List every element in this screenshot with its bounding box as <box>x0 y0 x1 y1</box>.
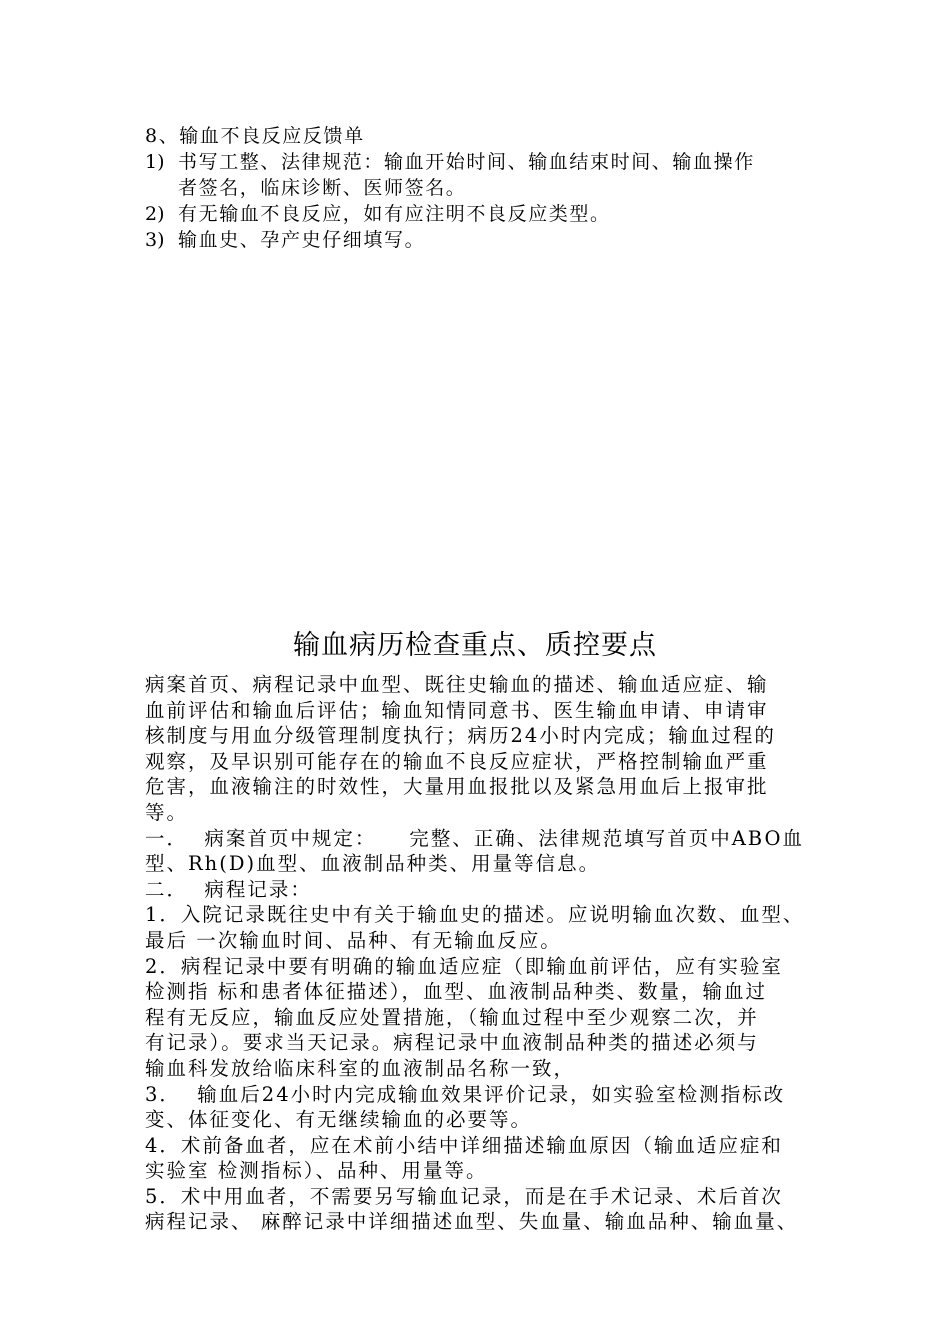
list-item-continuation: 者签名，临床诊断、医师签名。 <box>178 177 467 199</box>
body-text-line: 4．术前备血者，应在术前小结中详细描述输血原因（输血适应症和 <box>145 1133 783 1157</box>
body-text-line: 有记录）。要求当天记录。病程记录中血液制品种类的描述必须与 <box>145 1031 759 1055</box>
list-item-number: 3) <box>145 229 165 251</box>
list-item <box>145 149 825 175</box>
body-text-line: 5．术中用血者，不需要另写输血记录，而是在手术记录、术后首次 <box>145 1184 783 1208</box>
body-text-line: 型、Rh(D)血型、血液制品种类、用量等信息。 <box>145 852 601 876</box>
body-text-line: 输血科发放给临床科室的血液制品名称一致， <box>145 1056 576 1080</box>
list-item-text: 输血史、孕产史仔细填写。 <box>178 229 426 251</box>
body-text-line: 变、体征变化、有无继续输血的必要等。 <box>145 1108 533 1132</box>
body-text-line: 1．入院记录既往史中有关于输血史的描述。应说明输血次数、血型、 <box>145 903 805 927</box>
section-heading: 8、输血不良反应反馈单 <box>145 125 365 147</box>
body-text-line: 核制度与用血分级管理制度执行；病历24小时内完成；输血过程的 <box>145 724 776 748</box>
quality-control-body <box>145 672 825 1235</box>
list-item-number: 2) <box>145 203 165 225</box>
transfusion-feedback-section <box>145 123 825 253</box>
list-item-number: 1) <box>145 151 165 173</box>
list-item-text: 有无输血不良反应，如有应注明不良反应类型。 <box>178 203 611 225</box>
body-text-line: 病程记录、 麻醉记录中详细描述血型、失血量、输血品种、输血量、 <box>145 1210 799 1234</box>
body-text-line: 危害，血液输注的时效性，大量用血报批以及紧急用血后上报审批 <box>145 775 769 799</box>
body-text-line: 2．病程记录中要有明确的输血适应症（即输血前评估，应有实验室 <box>145 954 783 978</box>
body-text-line: 血前评估和输血后评估；输血知情同意书、医生输血申请、申请审 <box>145 698 769 722</box>
list-item <box>145 227 825 253</box>
body-text-line: 二． 病程记录： <box>145 877 312 901</box>
list-item-text: 书写工整、法律规范：输血开始时间、输血结束时间、输血操作 <box>178 151 755 173</box>
body-text-line: 最后 一次输血时间、品种、有无输血反应。 <box>145 928 562 952</box>
body-text-line: 检测指 标和患者体征描述），血型、血液制品种类、数量，输血过 <box>145 980 767 1004</box>
list-item <box>145 201 825 227</box>
body-text-line: 3． 输血后24小时内完成输血效果评价记录，如实验室检测指标改 <box>145 1082 786 1106</box>
body-text-line: 病案首页、病程记录中血型、既往史输血的描述、输血适应症、输 <box>145 673 769 696</box>
body-text-line: 等。 <box>145 800 189 824</box>
body-text-line: 一． 病案首页中规定： 完整、正确、法律规范填写首页中ABO血 <box>145 826 804 850</box>
body-text-line: 实验室 检测指标）、品种、用量等。 <box>145 1159 488 1183</box>
body-text-line: 观察，及早识别可能存在的输血不良反应症状，严格控制输血严重 <box>145 749 769 773</box>
page-title: 输血病历检查重点、质控要点 <box>293 630 657 661</box>
body-text-line: 程有无反应，输血反应处置措施，（输血过程中至少观察二次，并 <box>145 1005 759 1029</box>
